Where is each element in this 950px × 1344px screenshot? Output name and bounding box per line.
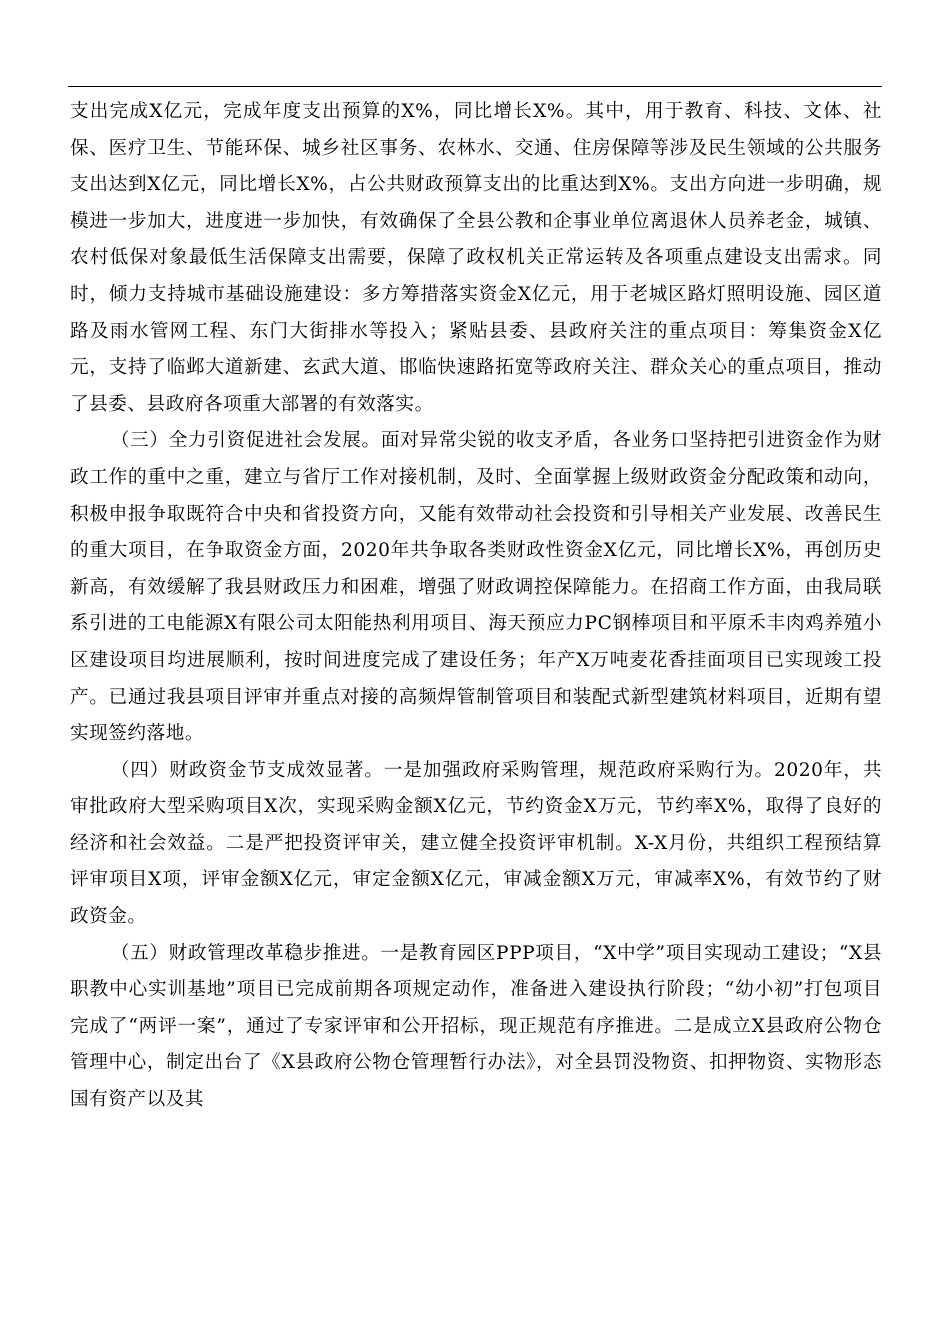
header-rule — [68, 86, 882, 87]
paragraph-section-4: （四）财政资金节支成效显著。一是加强政府采购管理，规范政府采购行为。2020年，共审批政府大型采购项目X次，实现采购金额X亿元，节约资金X万元，节约率X%，取得了良好的经济和社会效益。二是严把投资评审关，建立健全投资评审机制。X-X月份，共组织工程预结算评审项目X项，评审金额X亿元，审定金额X亿元，审减金额X万元，审减率X%，有效节约了财政资金。 — [70, 759, 882, 928]
paragraph-section-3: （三）全力引资促进社会发展。面对异常尖锐的收支矛盾，各业务口坚持把引进资金作为财政工作的重中之重，建立与省厅工作对接机制，及时、全面掌握上级财政资金分配政策和动向，积极申报争取既符合中央和省投资方向，又能有效带动社会投资和引导相关产业发展、改善民生的重大项目，在争取资金方面，2020年共争取各类财政性资金X亿元，同比增长X%，再创历史新高，有效缓解了我县财政压力和困难，增强了财政调控保障能力。在招商工作方面，由我局联系引进的工电能源X有限公司太阳能热利用项目、海天预应力PC钢棒项目和平原禾丰肉鸡养殖小区建设项目均进展顺利，按时间进度完成了建设任务；年产X万吨麦花香挂面项目已实现竣工投产。已通过我县项目评审并重点对接的高频焊管制管项目和装配式新型建筑材料项目，近期有望实现签约落地。 — [70, 430, 882, 745]
paragraph-section-5: （五）财政管理改革稳步推进。一是教育园区PPP项目，“X中学”项目实现动工建设；“X县职教中心实训基地”项目已完成前期各项规定动作，准备进入建设执行阶段；“幼小初”打包项目完成了“两评一案”，通过了专家评审和公开招标，现正规范有序推进。二是成立X县政府公物仓管理中心，制定出台了《X县政府公物仓管理暂行办法》，对全县罚没物资、扣押物资、实物形态国有资产以及其 — [70, 942, 882, 1111]
paragraph-continued: 支出完成X亿元，完成年度支出预算的X%，同比增长X%。其中，用于教育、科技、文体、社保、医疗卫生、节能环保、城乡社区事务、农林水、交通、住房保障等涉及民生领域的公共服务支出达到X亿元，同比增长X%，占公共财政预算支出的比重达到X%。支出方向进一步明确，规模进一步加大，进度进一步加快，有效确保了全县公教和企事业单位离退休人员养老金，城镇、农村低保对象最低生活保障支出需要，保障了政权机关正常运转及各项重点建设支出需求。同时，倾力支持城市基础设施建设：多方筹措落实资金X亿元，用于老城区路灯照明设施、园区道路及雨水管网工程、东门大街排水等投入；紧贴县委、县政府关注的重点项目：筹集资金X亿元，支持了临邺大道新建、玄武大道、邯临快速路拓宽等政府关注、群众关心的重点项目，推动了县委、县政府各项重大部署的有效落实。 — [70, 101, 882, 415]
document-body — [70, 94, 882, 1119]
